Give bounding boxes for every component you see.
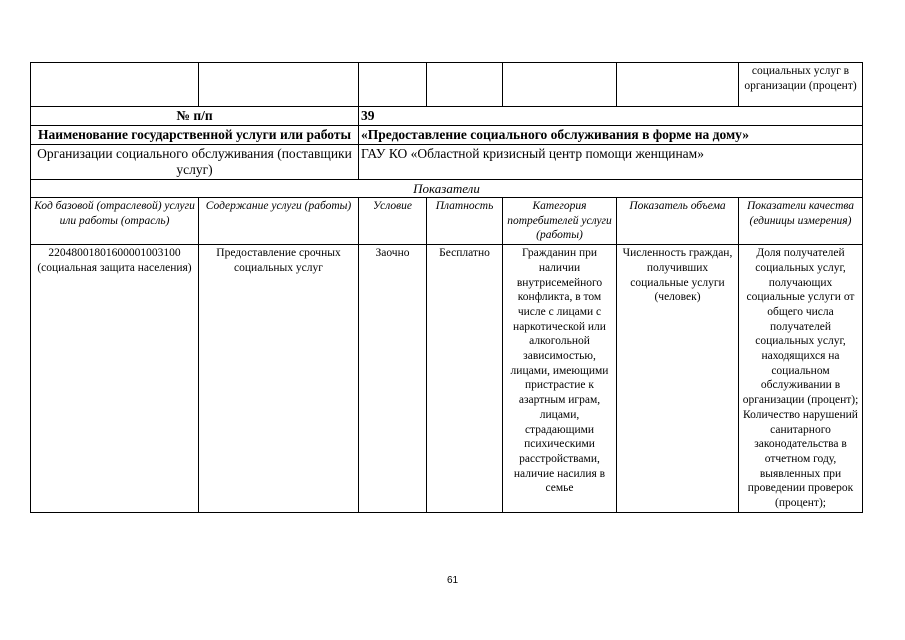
quality-continuation-cell: социальных услуг в организации (процент)	[739, 63, 863, 107]
header-volume: Показатель объема	[617, 198, 739, 245]
table-row-number	[31, 107, 863, 126]
indicators-heading: Показатели	[31, 180, 863, 198]
cell-category: Гражданин при наличии внутрисемейного конфликта, в том числе с лицами с наркотической или алкогольной зависимостью, лицами, имеющими пристрастие к азартным играм, лицами, страдающими психическими расстройствами, наличие насилия в семье	[503, 245, 617, 513]
table-data-row	[31, 245, 863, 513]
header-condition: Условие	[359, 198, 427, 245]
empty-cell	[503, 63, 617, 107]
provider-label: Организации социального обслуживания (поставщики услуг)	[31, 145, 359, 180]
header-payment: Платность	[427, 198, 503, 245]
empty-cell	[31, 63, 199, 107]
empty-cell	[359, 63, 427, 107]
header-content: Содержание услуги (работы)	[199, 198, 359, 245]
page-number: 61	[446, 575, 459, 586]
table-row-continuation	[31, 63, 863, 107]
cell-volume: Численность граждан, получивших социальные услуги (человек)	[617, 245, 739, 513]
header-quality: Показатели качества (единицы измерения)	[739, 198, 863, 245]
number-label: № п/п	[31, 107, 359, 126]
table-header-row	[31, 198, 863, 245]
cell-quality: Доля получателей социальных услуг, получающих социальные услуги от общего числа получателей социальных услуг, находящихся на социальном обслуживании в организации (процент); Количество нарушений санитарного законодательства в отчетном году, выявленных при проведении проверок (процент);	[739, 245, 863, 513]
header-code: Код базовой (отраслевой) услуги или работы (отрасль)	[31, 198, 199, 245]
table-row-service-name	[31, 126, 863, 145]
cell-code: 22048001801600001003100 (социальная защита населения)	[31, 245, 199, 513]
empty-cell	[427, 63, 503, 107]
header-category: Категория потребителей услуги (работы)	[503, 198, 617, 245]
empty-cell	[199, 63, 359, 107]
service-name-value: «Предоставление социального обслуживания в форме на дому»	[359, 126, 863, 145]
service-table	[30, 62, 863, 513]
empty-cell	[617, 63, 739, 107]
table-row-indicators	[31, 180, 863, 198]
cell-content: Предоставление срочных социальных услуг	[199, 245, 359, 513]
service-name-label: Наименование государственной услуги или работы	[31, 126, 359, 145]
table-row-provider	[31, 145, 863, 180]
number-value: 39	[359, 107, 863, 126]
provider-value: ГАУ КО «Областной кризисный центр помощи женщинам»	[359, 145, 863, 180]
cell-condition: Заочно	[359, 245, 427, 513]
cell-payment: Бесплатно	[427, 245, 503, 513]
